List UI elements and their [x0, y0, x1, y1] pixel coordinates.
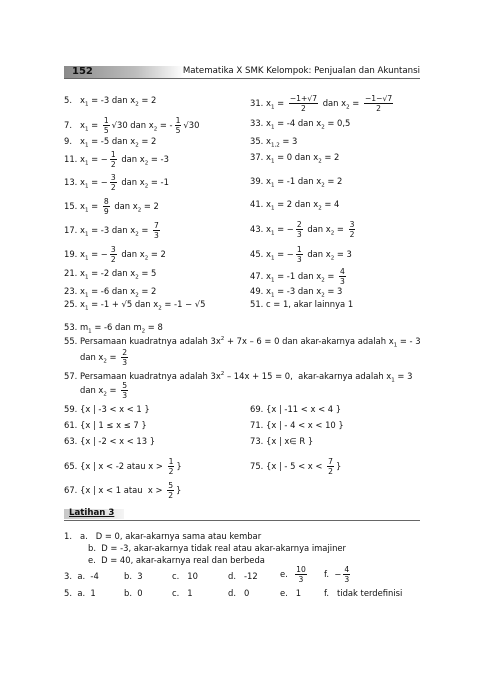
answer-25: 25. $x_1 = -1 + √5$ dan $x_2 = -1 - √5$ [64, 299, 206, 312]
answer-53: 53. $m_1 = -6$ dan $m_2 = 8$ [64, 322, 163, 335]
running-title: Matematika X SMK Kelompok: Penjualan dan Akuntansi [182, 66, 420, 76]
answer-13: 13. $x_1$ = − $\frac{3}{2}$ dan $x_2 = -1$ [64, 173, 169, 192]
latihan-3c: c. 10 [172, 571, 198, 581]
answer-17: 17. $x_1 = -3$ dan $x_2$ = $\frac{7}{3}$ [64, 221, 159, 240]
answer-9: 9. $x_1 = -5$ dan $x_2 = 2$ [64, 136, 157, 149]
latihan-3f: f. − $\frac{4}{3}$ [324, 565, 350, 584]
answer-61: 61. {x | 1 ≤ x ≤ 7 } [64, 420, 147, 430]
answer-51: 51. c = 1, akar lainnya 1 [250, 299, 354, 309]
answer-37: 37. $x_1 = 0$ dan $x_2 = 2$ [250, 152, 340, 165]
answer-41: 41. $x_1 = 2$ dan $x_2 = 4$ [250, 199, 340, 212]
latihan-3d: d. -12 [228, 571, 258, 581]
answer-35: 35. $x_{1,2} = 3$ [250, 136, 298, 149]
latihan-3a: 3. a. -4 [64, 571, 99, 581]
latihan-5f: f. tidak terdefinisi [324, 588, 403, 598]
answer-55-cont: dan $x_2$ = $\frac{2}{3}$ [80, 348, 128, 367]
answer-49: 49. $x_1 = -3$ dan $x_2 = 3$ [250, 286, 343, 299]
page-number: 152 [72, 66, 93, 77]
answer-15: 15. $x_1$ = $\frac{8}{9}$ dan $x_2 = 2$ [64, 197, 159, 216]
header-rule [64, 78, 420, 79]
answer-57-cont: dan $x_2$ = $\frac{5}{3}$ [80, 381, 128, 400]
answer-73: 73. {x | x∈ R } [250, 436, 314, 446]
latihan-5e: e. 1 [280, 588, 302, 598]
answer-43: 43. $x_1$ = − $\frac{2}{3}$ dan $x_2$ = $\frac{3}{2}$ [250, 220, 355, 239]
latihan-1e: e. D = 40, akar-akarnya real dan berbeda [88, 555, 265, 565]
section-rule [64, 520, 420, 521]
latihan-5b: b. 0 [124, 588, 143, 598]
section-title: Latihan 3 [69, 508, 115, 518]
answer-39: 39. $x_1 = -1$ dan $x_2 = 2$ [250, 176, 343, 189]
answer-65: 65. {x | x < -2 atau x > $\frac{1}{2}$ } [64, 457, 182, 476]
latihan-3e: e. $\frac{10}{3}$ [280, 565, 306, 584]
answer-67: 67. {x | x < 1 atau x > $\frac{5}{2}$ } [64, 481, 182, 500]
answer-57: 57. Persamaan kuadratnya adalah $3x^2 - 14x + 15 = 0$, akar-akarnya adalah $x_1 = 3$ [64, 370, 413, 384]
latihan-3b: b. 3 [124, 571, 143, 581]
answer-55: 55. Persamaan kuadratnya adalah $3x^2 + 7x - 6 = 0$ dan akar-akarnya adalah $x_1$ = - 3 [64, 335, 421, 349]
answer-45: 45. $x_1$ = − $\frac{1}{3}$ dan $x_2 = 3$ [250, 245, 352, 264]
answer-69: 69. {x | -11 < x < 4 } [250, 404, 342, 414]
answer-19: 19. $x_1$ = − $\frac{3}{2}$ dan $x_2 = 2$ [64, 245, 166, 264]
answer-59: 59. {x | -3 < x < 1 } [64, 404, 150, 414]
latihan-5a: 5. a. 1 [64, 588, 96, 598]
answer-63: 63. {x | -2 < x < 13 } [64, 436, 156, 446]
answer-7: 7. $x_1$ = $\frac{1}{5}$ √30 dan $x_2$ = - $\frac{1}{5}$ √30 [64, 116, 200, 135]
answer-21: 21. $x_1 = -2$ dan $x_2 = 5$ [64, 268, 157, 281]
answer-5: 5. $x_1 = -3$ dan $x_2 = 2$ [64, 95, 157, 108]
latihan-5d: d. 0 [228, 588, 250, 598]
answer-23: 23. $x_1 = -6$ dan $x_2 = 2$ [64, 286, 157, 299]
answer-47: 47. $x_1 = -1$ dan $x_2$ = $\frac{4}{3}$ [250, 267, 345, 286]
latihan-1a: 1. a. D = 0, akar-akarnya sama atau kembar [64, 531, 262, 541]
answer-75: 75. {x | - 5 < x < $\frac{7}{2}$ } [250, 457, 342, 476]
latihan-1b: b. D = -3, akar-akarnya tidak real atau akar-akarnya imajiner [88, 543, 346, 553]
section-header [64, 508, 420, 520]
latihan-5c: c. 1 [172, 588, 193, 598]
answer-11: 11. $x_1$ = − $\frac{1}{2}$ dan $x_2 = -3$ [64, 150, 169, 169]
answer-71: 71. {x | - 4 < x < 10 } [250, 420, 344, 430]
answer-33: 33. $x_1 = -4$ dan $x_2 = 0,5$ [250, 118, 351, 131]
answer-31: 31. $x_1$ = $\frac{-1+√7}{2}$ dan $x_2$ = $\frac{-1-√7}{2}$ [250, 94, 393, 113]
